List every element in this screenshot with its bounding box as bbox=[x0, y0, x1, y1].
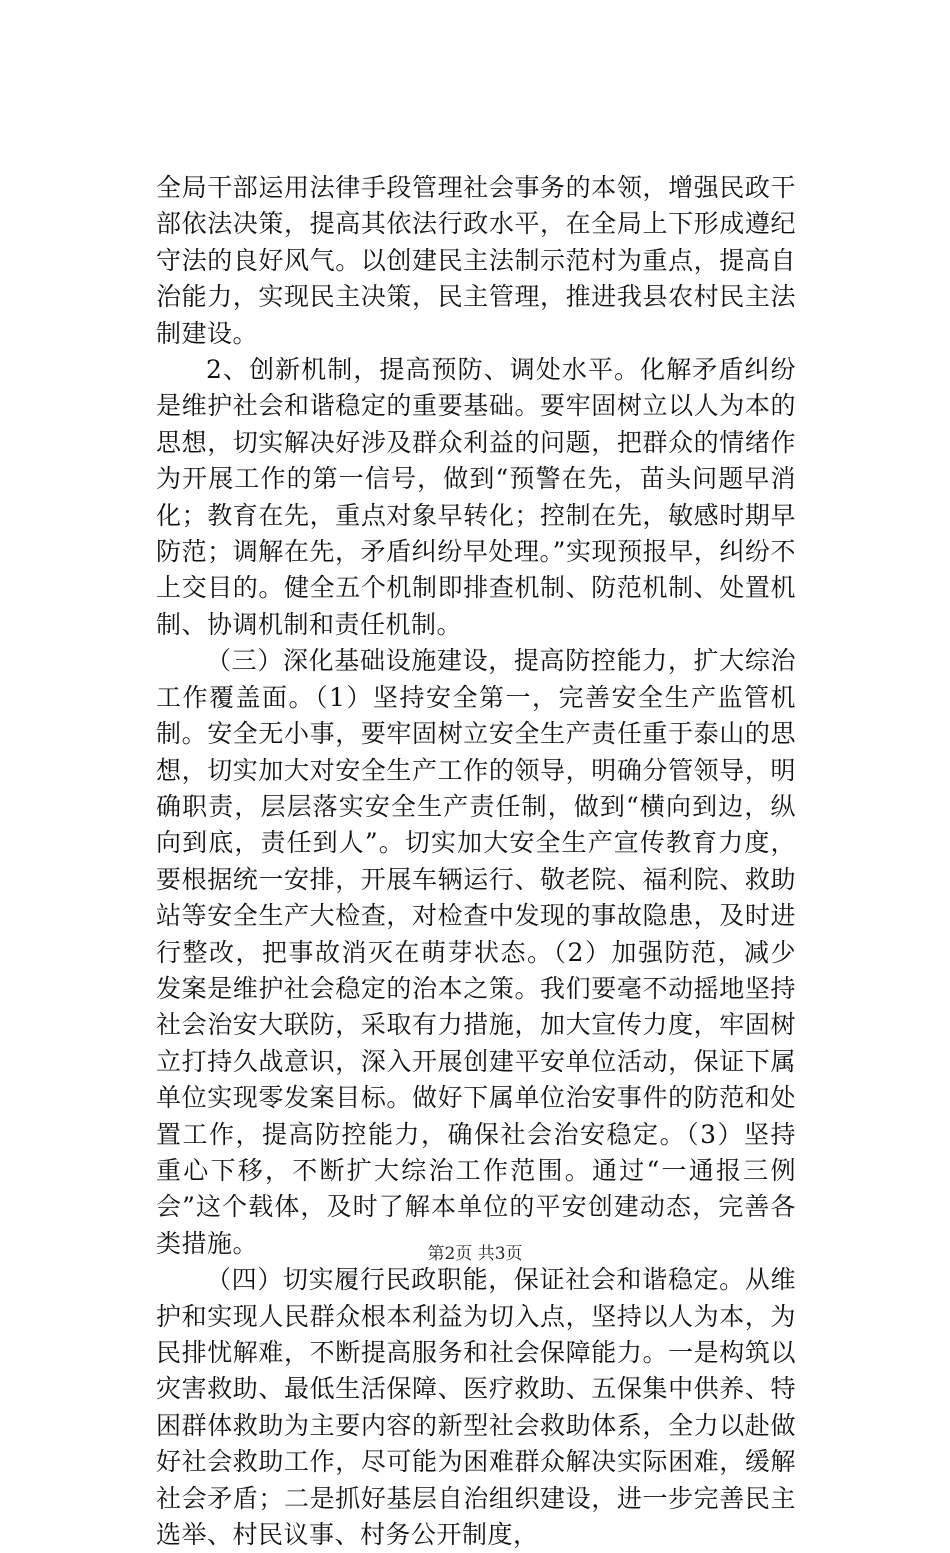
paragraph-section-three: （三）深化基础设施建设，提高防控能力，扩大综治工作覆盖面。（1）坚持安全第一，完善安全生产监管机制。安全无小事，要牢固树立安全生产责任重于泰山的思想，切实加大对安全生产工作的领导，明确分管领导，明确职责，层层落实安全生产责任制，做到“横向到边，纵向到底，责任到人”。切实加大安全生产宣传教育力度，要根据统一安排，开展车辆运行、敬老院、福利院、救助站等安全生产大检查，对检查中发现的事故隐患，及时进行整改，把事故消灭在萌芽状态。（2）加强防范，减少发案是维护社会稳定的治本之策。我们要毫不动摇地坚持社会治安大联防，采取有力措施，加大宣传力度，牢固树立打持久战意识，深入开展创建平安单位活动，保证下属单位实现零发案目标。做好下属单位治安事件的防范和处置工作，提高防控能力，确保社会治安稳定。（3）坚持重心下移，不断扩大综治工作范围。通过“一通报三例会”这个载体，及时了解本单位的平安创建动态，完善各类措施。 bbox=[156, 646, 796, 1258]
page-footer: 第2页 共3页 bbox=[427, 1244, 523, 1264]
paragraph-continuation: 全局干部运用法律手段管理社会事务的本领，增强民政干部依法决策，提高其依法行政水平，在全局上下形成遵纪守法的良好风气。以创建民主法制示范村为重点，提高自治能力，实现民主决策，民主管理，推进我县农村民主法制建设。 bbox=[156, 173, 796, 348]
paragraph-mechanism: 2、创新机制，提高预防、调处水平。化解矛盾纠纷是维护社会和谐稳定的重要基础。要牢固树立以人为本的思想，切实解决好涉及群众利益的问题，把群众的情绪作为开展工作的第一信号，做到“预警在先，苗头问题早消化；教育在先，重点对象早转化；控制在先，敏感时期早防范；调解在先，矛盾纠纷早处理。”实现预报早，纠纷不上交目的。健全五个机制即排查机制、防范机制、处置机制、协调机制和责任机制。 bbox=[156, 355, 796, 639]
document-body bbox=[156, 170, 796, 1553]
paragraph-section-four: （四）切实履行民政职能，保证社会和谐稳定。从维护和实现人民群众根本利益为切入点，坚持以人为本，为民排忧解难，不断提高服务和社会保障能力。一是构筑以灾害救助、最低生活保障、医疗救助、五保集中供养、特困群体救助为主要内容的新型社会救助体系，全力以赴做好社会救助工作，尽可能为困难群众解决实际困难，缓解社会矛盾；二是抓好基层自治组织建设，进一步完善民主选举、村民议事、村务公开制度， bbox=[156, 1265, 796, 1550]
